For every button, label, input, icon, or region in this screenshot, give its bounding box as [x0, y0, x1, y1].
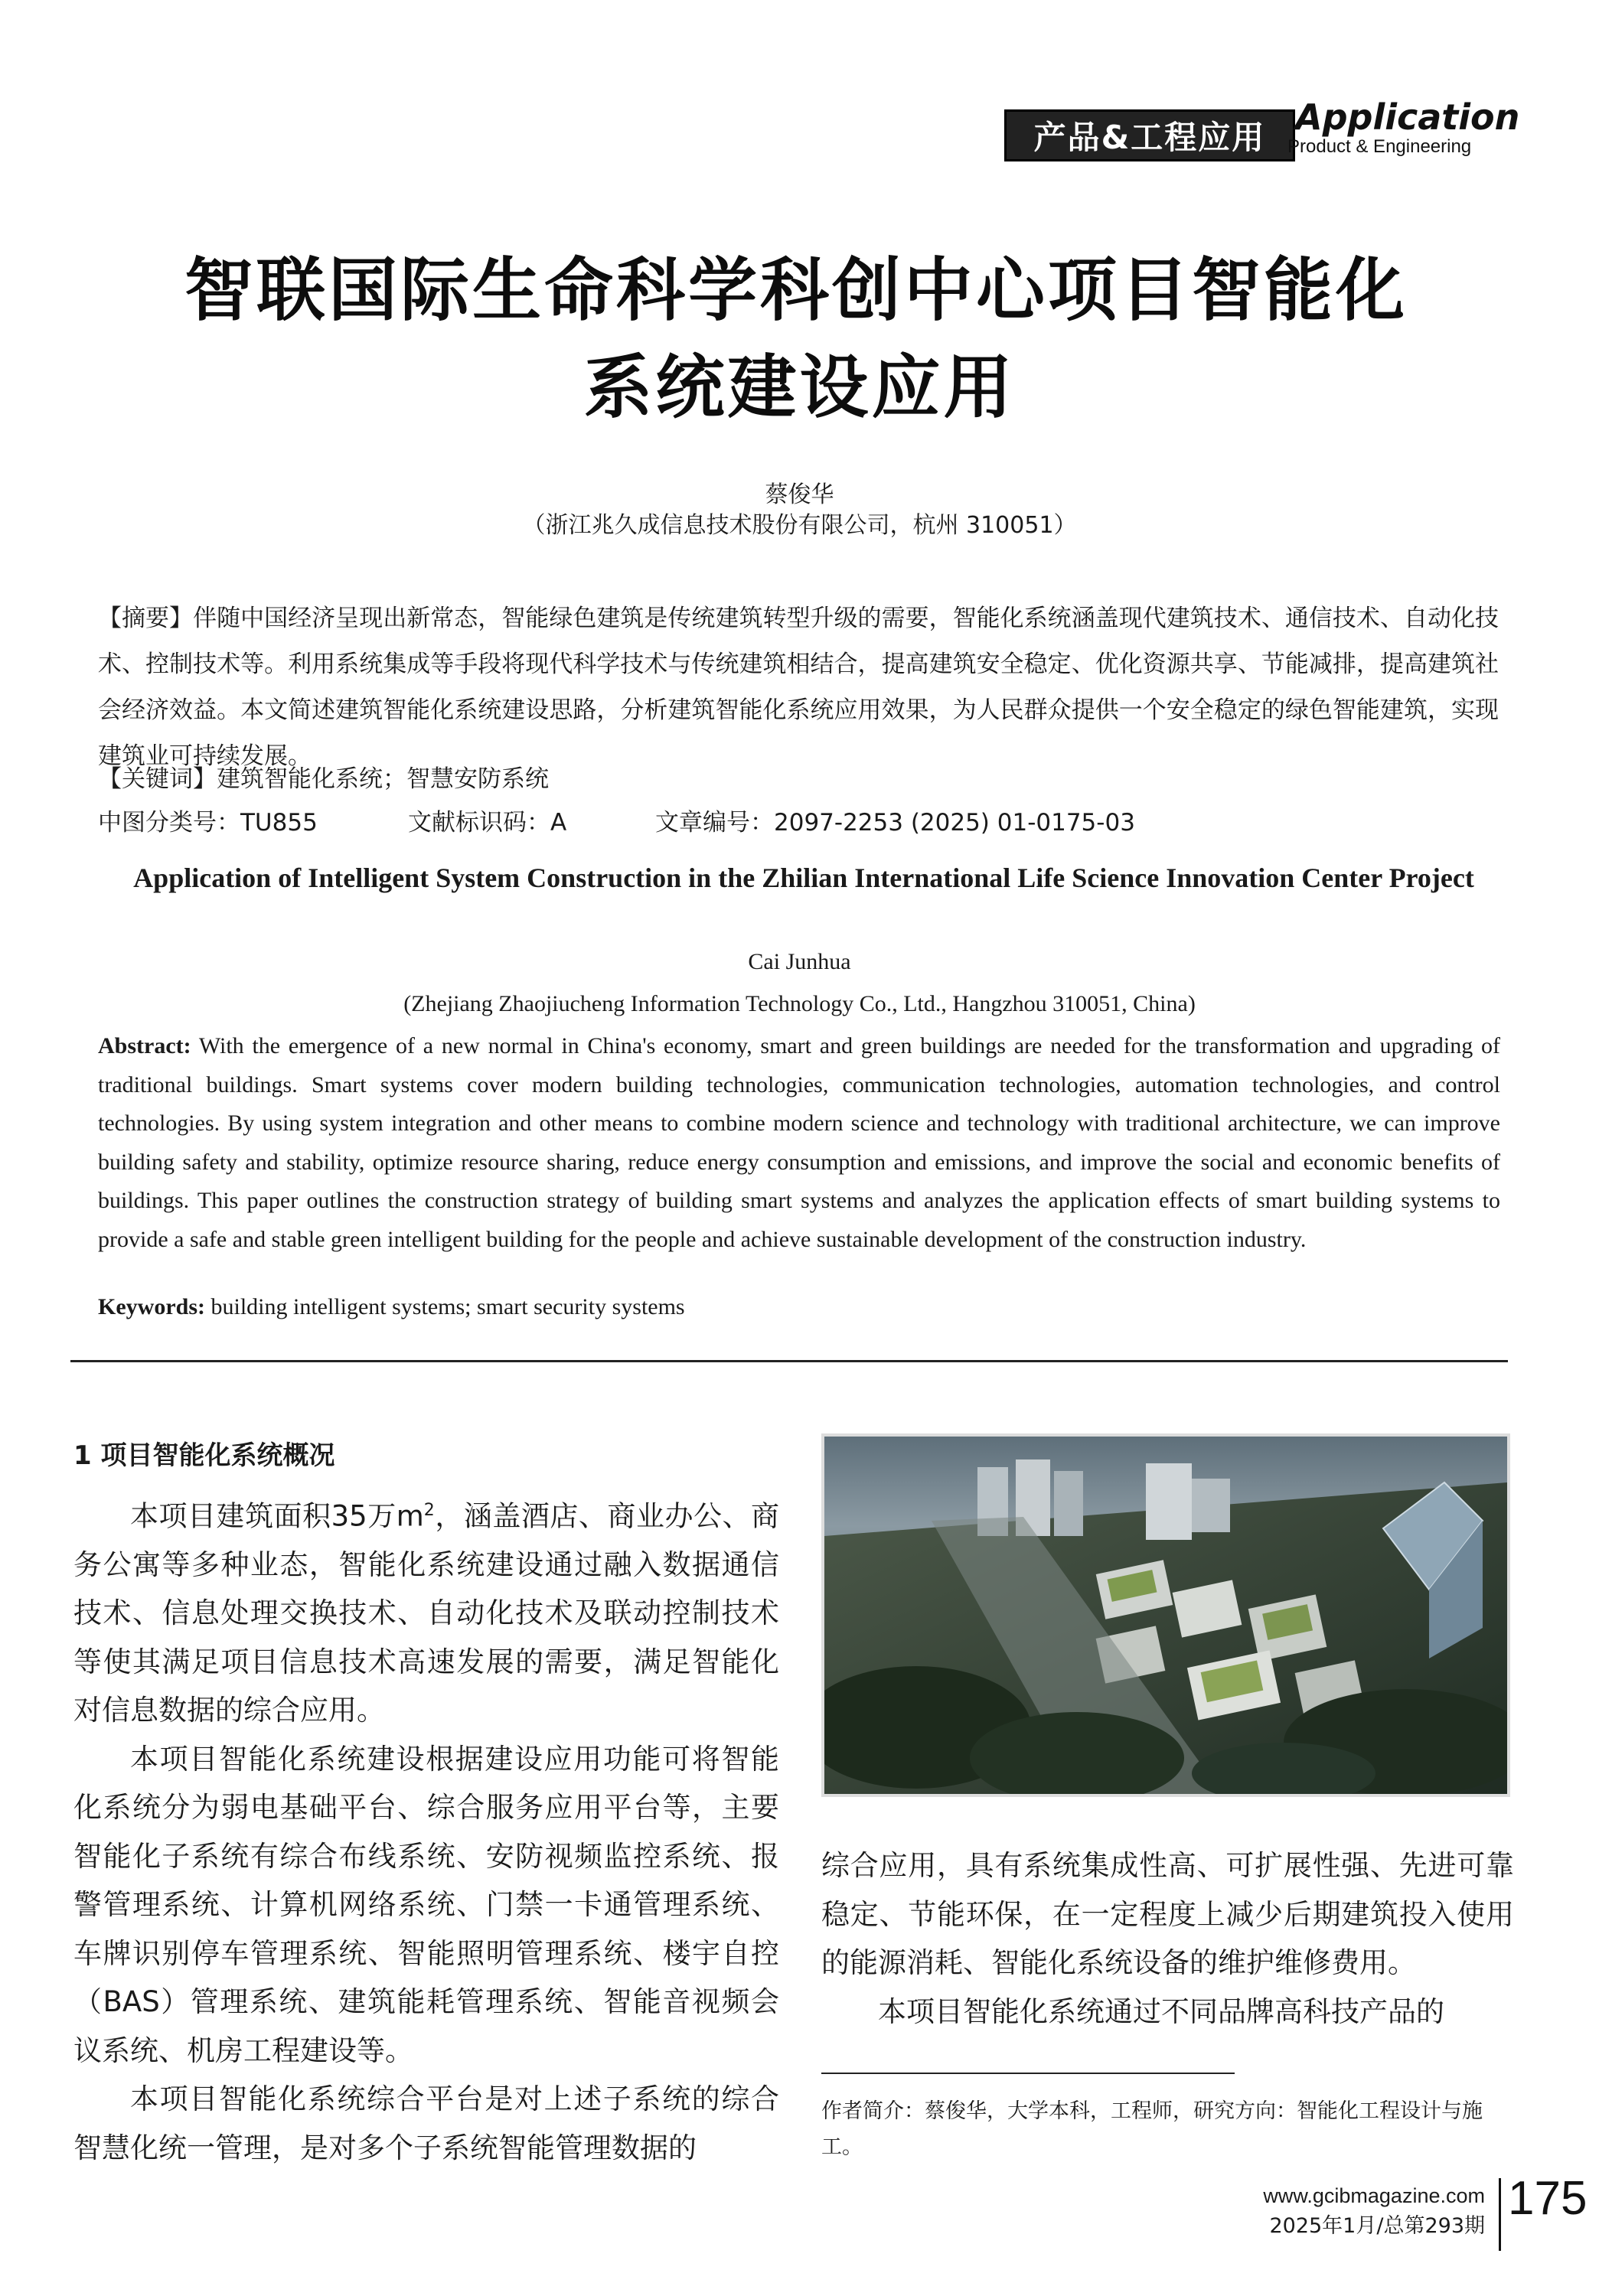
para1-superscript: 2: [423, 1501, 435, 1520]
author-footnote: 作者简介：蔡俊华，大学本科，工程师，研究方向：智能化工程设计与施工。: [821, 2099, 1483, 2159]
keywords-en: [98, 1292, 1500, 1322]
section-label-en-sub: Product & Engineering: [1287, 136, 1472, 157]
footnote-divider: [821, 2073, 1235, 2074]
section-badge: [1004, 109, 1295, 161]
article-title-en: Application of Intelligent System Construction in the Zhilian International Life Science Innovation Center Project: [133, 863, 1474, 893]
body-paragraph-1: [73, 1486, 779, 1735]
section-divider: [70, 1360, 1508, 1362]
section-label-cn: 产品&工程应用: [1033, 119, 1266, 156]
body-left-column: [73, 1486, 779, 2172]
section-1-heading: 1 项目智能化系统概况: [73, 1440, 335, 1471]
project-aerial-photo: [821, 1433, 1510, 1797]
article-number: 文章编号：2097-2253 (2025) 01-0175-03: [655, 809, 1135, 837]
body-paragraph-4: 本项目智能化系统通过不同品牌高科技产品的: [878, 1994, 1444, 2028]
footer-separator: [1499, 2178, 1501, 2251]
keywords-en-label: Keywords:: [98, 1294, 205, 1319]
page-number: 175: [1508, 2172, 1588, 2225]
aerial-rendering-illustration: [824, 1437, 1507, 1794]
body-right-column: [821, 1841, 1514, 2036]
author-en: Cai Junhua: [748, 949, 851, 974]
clc-number: 中图分类号：TU855: [98, 809, 318, 837]
document-code: 文献标识码：A: [408, 809, 567, 837]
section-label-en: Application: [1295, 96, 1520, 138]
article-title-line-2: 系统建设应用: [583, 347, 1016, 428]
article-title-line-1: 智联国际生命科学科创中心项目智能化: [184, 250, 1408, 331]
para1-text-a: 本项目建筑面积35万m: [130, 1499, 424, 1533]
abstract-en: [98, 1027, 1500, 1259]
affiliation-en: (Zhejiang Zhaojiucheng Information Technology Co., Ltd., Hangzhou 310051, China): [403, 991, 1196, 1016]
body-paragraph-3-continued: 综合应用，具有系统集成性高、可扩展性强、先进可靠稳定、节能环保，在一定程度上减少后期建筑投入使用的能源消耗、智能化系统设备的维护维修费用。: [821, 1849, 1514, 1979]
abstract-cn: 【摘要】伴随中国经济呈现出新常态，智能绿色建筑是传统建筑转型升级的需要，智能化系统涵盖现代建筑技术、通信技术、自动化技术、控制技术等。利用系统集成等手段将现代科学技术与传统建筑相结合，提高建筑安全稳定、优化资源共享、节能减排，提高建筑社会经济效益。本文简述建筑智能化系统建设思路，分析建筑智能化系统应用效果，为人民群众提供一个安全稳定的绿色智能建筑，实现建筑业可持续发展。: [98, 605, 1499, 770]
abstract-en-text: With the emergence of a new normal in China's economy, smart and green buildings are needed for the transformation and upgrading of traditional buildings. Smart systems cover modern building technologies, communication technologies, automation technologies, and control technologies. By using system integration and other means to combine modern science and technology with traditional architecture, we can improve building safety and stability, optimize resource sharing, reduce energy consumption and emissions, and improve the social and economic benefits of buildings. This paper outlines the construction strategy of building smart systems and analyzes the application effects of smart building systems to provide a safe and stable green intelligent building for the people and achieve sustainable development of the construction industry.: [98, 1033, 1500, 1252]
author-cn: 蔡俊华: [765, 481, 834, 508]
affiliation-cn: （浙江兆久成信息技术股份有限公司，杭州 310051）: [522, 512, 1077, 539]
body-paragraph-3: 本项目智能化系统综合平台是对上述子系统的综合智慧化统一管理，是对多个子系统智能管理数据的: [73, 2082, 779, 2164]
keywords-cn: 【关键词】建筑智能化系统；智慧安防系统: [98, 765, 549, 793]
abstract-en-label: Abstract:: [98, 1033, 191, 1058]
keywords-en-text: building intelligent systems; smart security systems: [210, 1294, 685, 1319]
body-paragraph-2: 本项目智能化系统建设根据建设应用功能可将智能化系统分为弱电基础平台、综合服务应用平台等，主要智能化子系统有综合布线系统、安防视频监控系统、报警管理系统、计算机网络系统、门禁一卡通管理系统、车牌识别停车管理系统、智能照明管理系统、楼宇自控（BAS）管理系统、建筑能耗管理系统、智能音视频会议系统、机房工程建设等。: [73, 1742, 779, 2067]
footer-website: www.gcibmagazine.com: [1263, 2184, 1485, 2207]
footer-issue: 2025年1月/总第293期: [1269, 2214, 1485, 2238]
para1-text-b: ，涵盖酒店、商业办公、商务公寓等多种业态，智能化系统建设通过融入数据通信技术、信息处理交换技术、自动化技术及联动控制技术等使其满足项目信息技术高速发展的需要，满足智能化对信息数据的综合应用。: [73, 1499, 780, 1727]
